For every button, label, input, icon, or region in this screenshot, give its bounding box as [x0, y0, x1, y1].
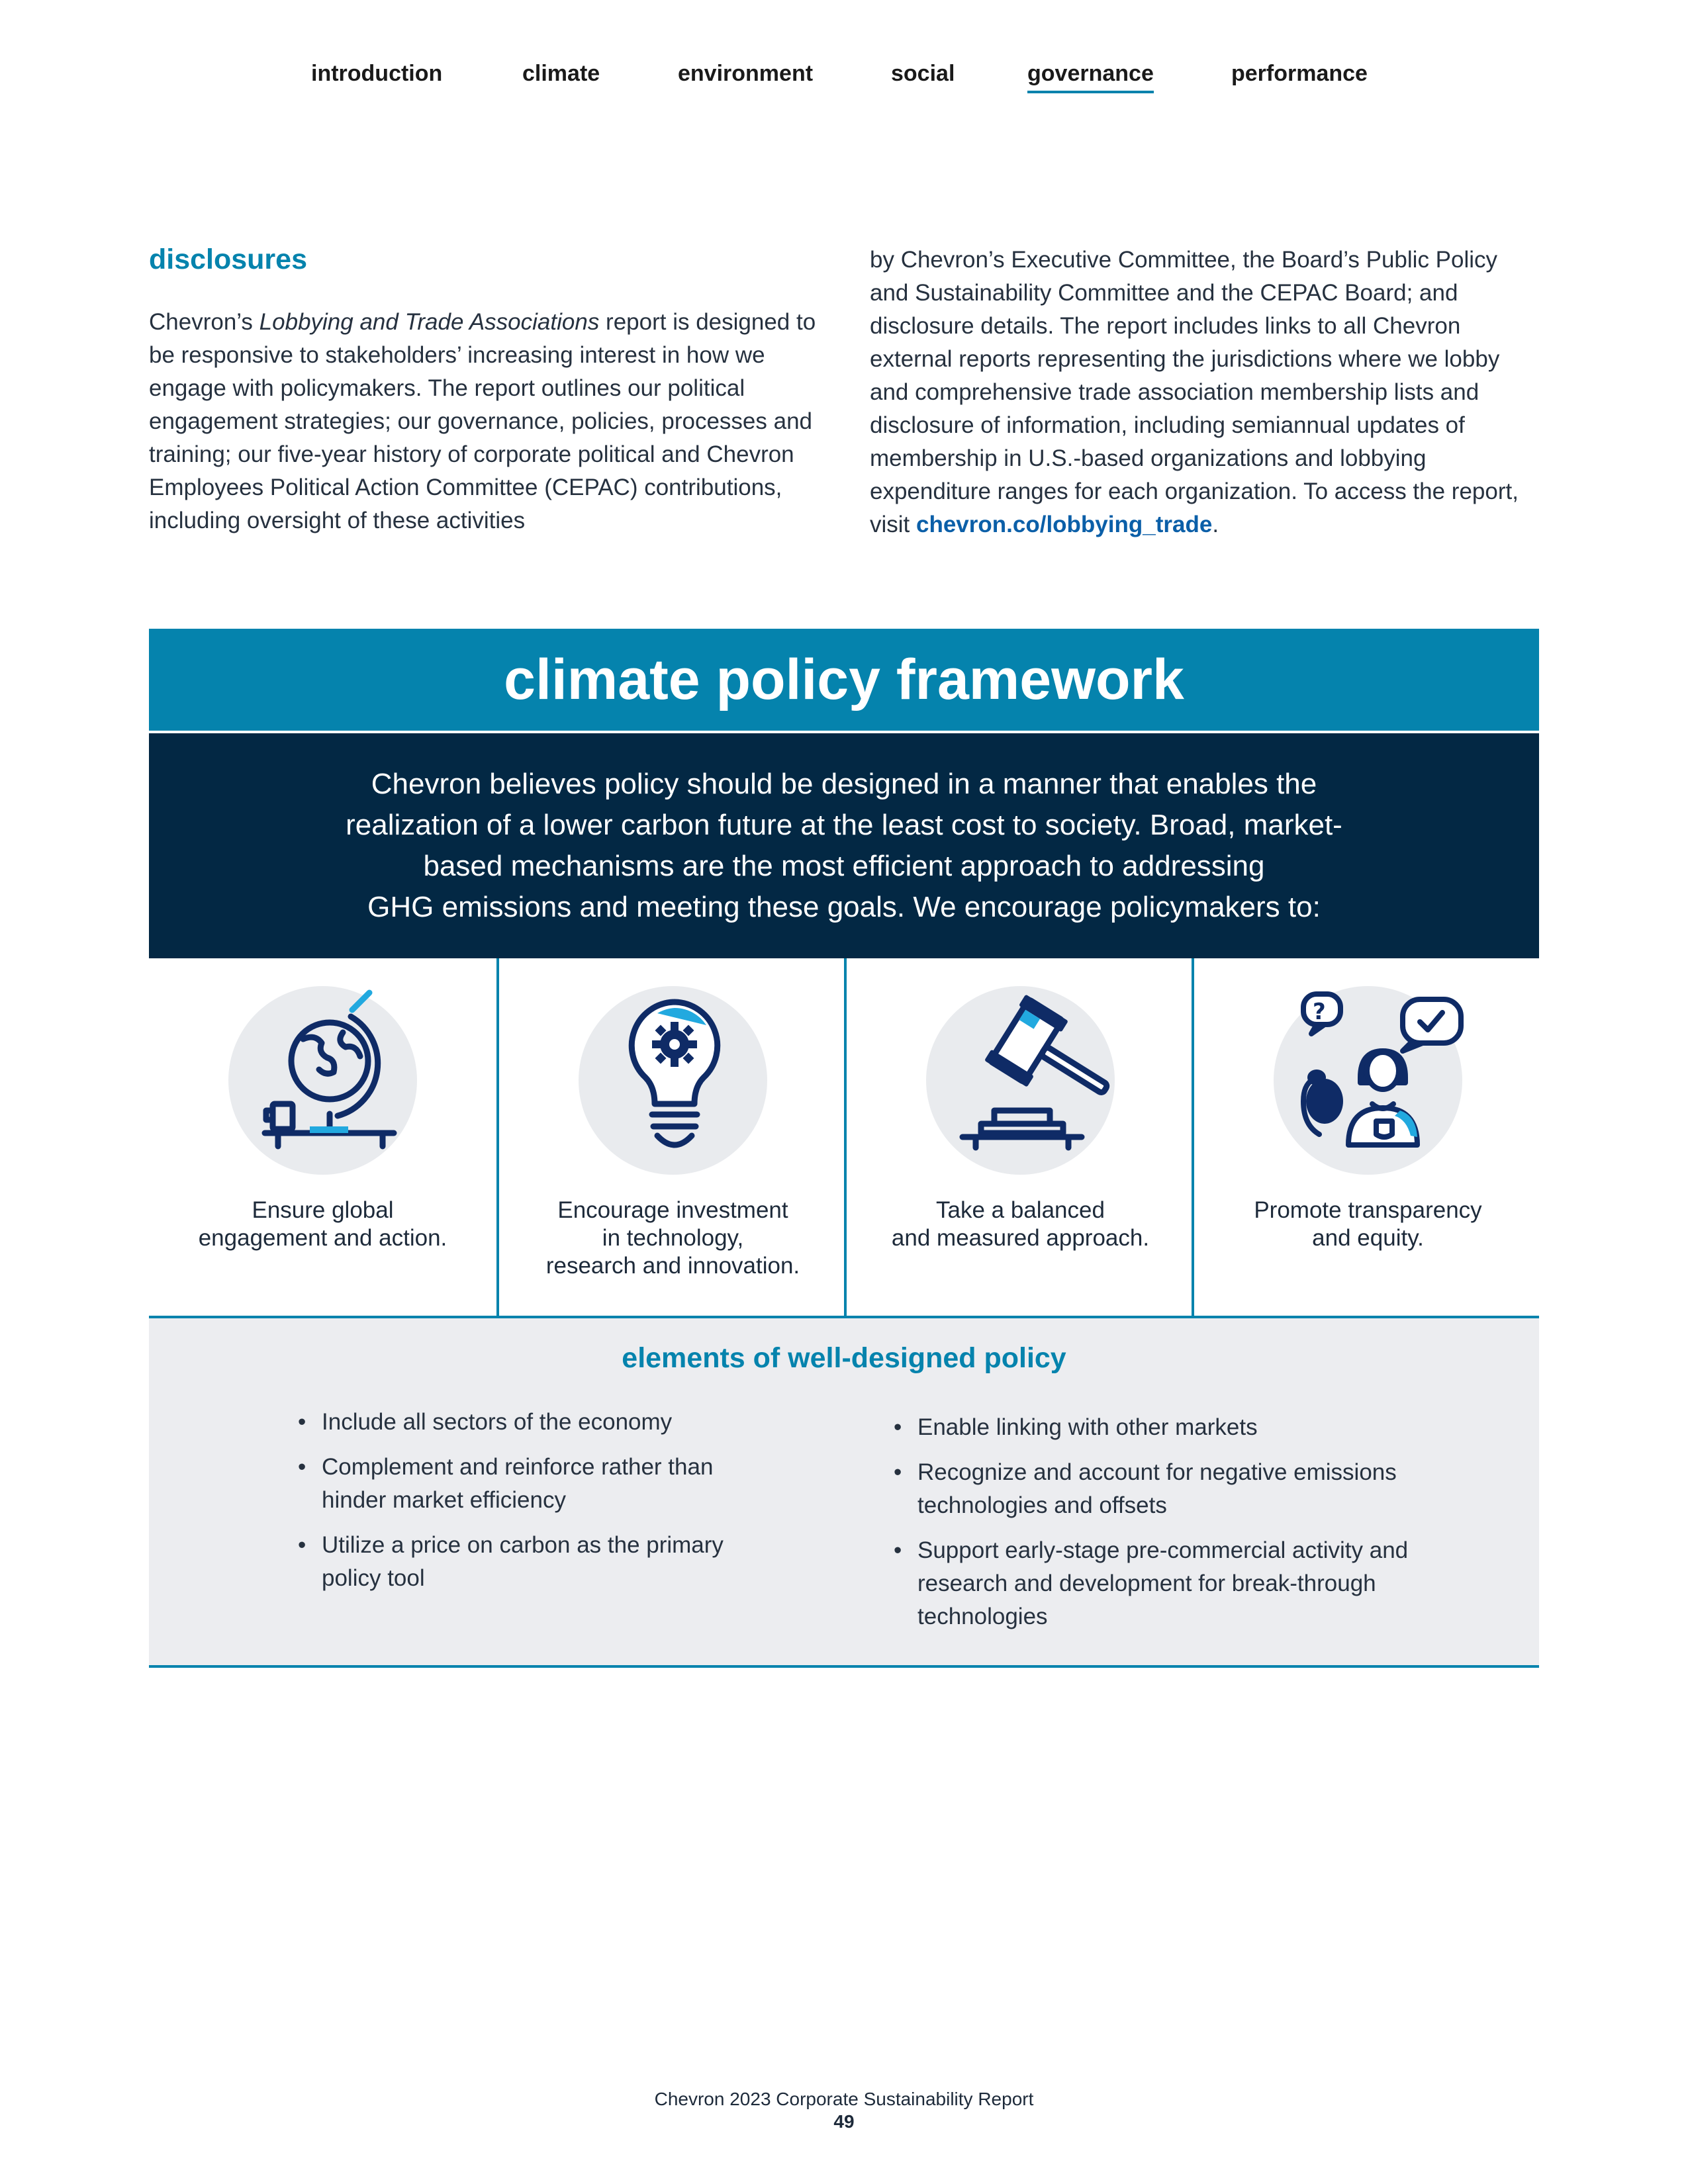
- page-number: 49: [833, 2111, 855, 2132]
- disclosures-col-right: [870, 244, 1540, 541]
- framework-cards: [149, 958, 1539, 1318]
- card-label: Take a balanced and measured approach.: [891, 1197, 1150, 1251]
- list-item: • Complement and reinforce rather than hinder market efficiency: [298, 1451, 768, 1517]
- nav-environment[interactable]: environment: [678, 61, 814, 86]
- p2-body: by Chevron’s Executive Committee, the Board’s Public Policy and Sustainability Committee and the CEPAC Board; and disclosure details. The report includes links to all Chevron external reports representing the jurisdictions where we lobby and comprehensive trade association membership lists and disclosure of information, including semiannual updates of membership in U.S.-based organizations and lobbying expenditure ranges for each organization. To access the report, visit: [870, 247, 1519, 537]
- svg-text:?: ?: [1313, 999, 1326, 1025]
- disclosures-col-left: [149, 306, 818, 537]
- nav-social[interactable]: social: [891, 61, 955, 86]
- card-label: Encourage investment in technology, research and innovation.: [545, 1197, 800, 1279]
- nav-introduction[interactable]: introduction: [311, 61, 443, 86]
- framework-intro: [149, 733, 1539, 958]
- list-item: • Include all sectors of the economy: [298, 1406, 768, 1439]
- lightbulb-icon: [575, 978, 774, 1177]
- framework-banner: [149, 629, 1539, 731]
- nav-climate[interactable]: climate: [522, 61, 600, 86]
- disclosures-paragraph-1: [149, 306, 818, 537]
- list-item: • Utilize a price on carbon as the primary policy tool: [298, 1529, 768, 1595]
- nav-governance[interactable]: governance: [1027, 61, 1154, 93]
- footer-report-title: Chevron 2023 Corporate Sustainability Report: [654, 2089, 1034, 2109]
- globe-icon: [225, 978, 424, 1177]
- framework-intro-text: [149, 733, 1539, 928]
- p1-prefix: Chevron’s: [149, 309, 259, 335]
- page-footer: [0, 2088, 1688, 2133]
- card-label: Ensure global engagement and action.: [198, 1197, 447, 1251]
- list-item: • Enable linking with other markets: [894, 1411, 1417, 1444]
- p2-end: .: [1212, 512, 1219, 537]
- disclosures-paragraph-2: [870, 244, 1540, 541]
- policy-elements-title: elements of well-designed policy: [622, 1342, 1066, 1374]
- top-nav: [0, 61, 1688, 101]
- card-label: Promote transparency and equity.: [1254, 1197, 1482, 1251]
- report-title-italic: Lobbying and Trade Associations: [259, 309, 600, 335]
- people-dialogue-icon: [1270, 978, 1469, 1177]
- lobbying-trade-link[interactable]: chevron.co/lobbying_trade: [916, 512, 1213, 537]
- intro-line: Chevron believes policy should be designed in a manner that enables the: [371, 768, 1317, 800]
- gavel-icon: [923, 978, 1121, 1177]
- list-item: • Recognize and account for negative emissions technologies and offsets: [894, 1456, 1417, 1522]
- nav-performance[interactable]: performance: [1231, 61, 1368, 86]
- intro-line: GHG emissions and meeting these goals. We encourage policymakers to:: [367, 891, 1321, 923]
- framework-title: climate policy framework: [504, 648, 1184, 711]
- p1-body: report is designed to be responsive to stakeholders’ increasing interest in how we engage with policymakers. The report outlines our political engagement strategies; our governance, policies, processes and training; our five-year history of corporate political and Chevron Employees Political Action Committee (CEPAC) contributions, including oversight of these activities: [149, 309, 816, 533]
- list-item: • Support early-stage pre-commercial activity and research and development for break-through technologies: [894, 1534, 1417, 1633]
- card-technology-investment: [496, 958, 847, 1316]
- card-global-engagement: [149, 958, 496, 1316]
- policy-list-right: [894, 1411, 1417, 1645]
- card-transparency: [1192, 958, 1542, 1316]
- policy-list-left: [298, 1406, 768, 1607]
- card-balanced-approach: [844, 958, 1194, 1316]
- intro-line: realization of a lower carbon future at the least cost to society. Broad, market-: [346, 809, 1342, 841]
- policy-elements-panel: [149, 1318, 1539, 1668]
- disclosures-title: disclosures: [149, 244, 307, 275]
- intro-line: based mechanisms are the most efficient approach to addressing: [423, 850, 1265, 882]
